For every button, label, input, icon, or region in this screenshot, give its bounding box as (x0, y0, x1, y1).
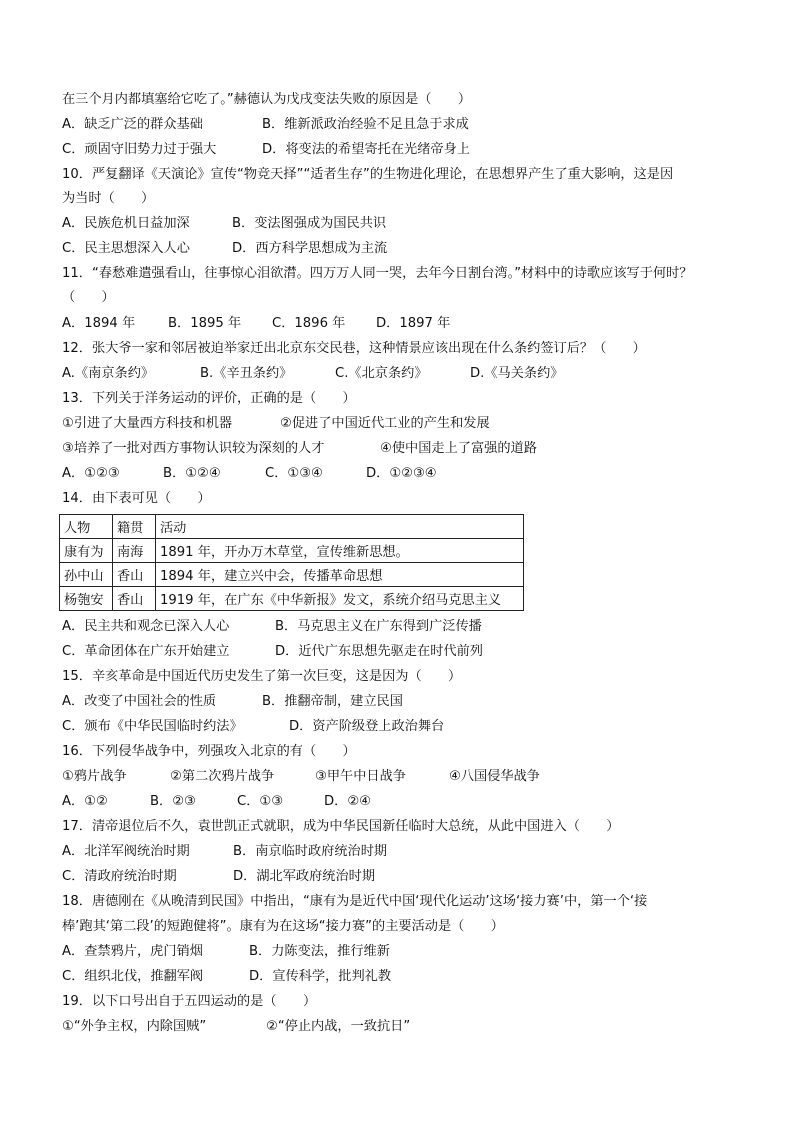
q14-option-d: D．近代广东思想先驱走在时代前列 (275, 644, 483, 659)
q18-option-b: B．力陈变法，推行维新 (249, 944, 390, 959)
table-row (60, 539, 524, 563)
q15-option-d: D．资产阶级登上政治舞台 (289, 719, 445, 734)
q13-statement-1: ①引进了大量西方科技和机器 (62, 416, 233, 431)
q18-option-d: D．宣传科学，批判礼教 (249, 969, 392, 984)
q11-option-c: C．1896 年 (272, 316, 346, 331)
q11-option-d: D．1897 年 (376, 316, 451, 331)
q12-option-a: A.《南京条约》 (62, 366, 155, 381)
q14-option-b: B．马克思主义在广东得到广泛传播 (275, 619, 482, 634)
table-header-cell: 人物 (60, 515, 113, 539)
q11-option-b: B．1895 年 (168, 316, 242, 331)
q10-option-a: A．民族危机日益加深 (62, 216, 190, 231)
q19-statement-2: ②“停止内战，一致抗日” (266, 1019, 411, 1034)
q16-option-b: B．②③ (150, 794, 196, 809)
q17-option-d: D．湖北军政府统治时期 (233, 869, 376, 884)
q17-option-b: B．南京临时政府统治时期 (233, 844, 388, 859)
q11-stem-line2: （ ） (62, 290, 115, 305)
table-cell: 香山 (113, 563, 156, 587)
q15-option-b: B．推翻帝制，建立民国 (262, 694, 403, 709)
q16-statement-2: ②第二次鸦片战争 (170, 769, 275, 784)
q10-stem-line2: 为当时（ ） (62, 191, 155, 206)
q17-stem: 17．清帝退位后不久，袁世凯正式就职，成为中华民国新任临时大总统，从此中国进入（ ） (62, 819, 620, 834)
table-cell: 1919 年，在广东《中华新报》发文，系统介绍马克思主义 (156, 587, 524, 611)
q18-option-c: C．组织北伐，推翻军阀 (62, 969, 204, 984)
q9-option-a: A．缺乏广泛的群众基础 (62, 117, 203, 132)
q16-option-a: A．①② (62, 794, 108, 809)
q16-statement-4: ④八国侵华战争 (449, 769, 540, 784)
table-cell: 孙中山 (60, 563, 113, 587)
q13-option-b: B．①②④ (163, 466, 221, 481)
q13-statement-4: ④使中国走上了富强的道路 (380, 441, 537, 456)
q14-stem: 14．由下表可见（ ） (62, 491, 211, 506)
q13-statement-2: ②促进了中国近代工业的产生和发展 (280, 416, 490, 431)
q12-stem: 12．张大爷一家和邻居被迫举家迁出北京东交民巷，这种情景应该出现在什么条约签订后？（ ） (62, 341, 646, 356)
q13-statement-3: ③培养了一批对西方事物认识较为深刻的人才 (62, 441, 325, 456)
table-cell: 香山 (113, 587, 156, 611)
q15-option-a: A．改变了中国社会的性质 (62, 694, 217, 709)
q19-statement-1: ①“外争主权，内除国贼” (62, 1019, 207, 1034)
q12-option-d: D.《马关条约》 (470, 366, 564, 381)
q10-option-c: C．民主思想深入人心 (62, 241, 190, 256)
q11-stem-line1: 11．“春愁难遣强看山，往事惊心泪欲潸。四万万人同一哭，去年今日割台湾。”材料中的诗歌应该写于何时？ (62, 266, 693, 281)
q16-statement-3: ③甲午中日战争 (315, 769, 406, 784)
table-header-row (60, 515, 524, 539)
q11-option-a: A．1894 年 (62, 316, 136, 331)
table-cell: 康有为 (60, 539, 113, 563)
q16-statement-1: ①鸦片战争 (62, 769, 127, 784)
q15-option-c: C．颁布《中华民国临时约法》 (62, 719, 243, 734)
q12-option-b: B.《辛丑条约》 (200, 366, 293, 381)
q16-stem: 16．下列侵华战争中，列强攻入北京的有（ ） (62, 744, 356, 759)
q9-option-c: C．顽固守旧势力过于强大 (62, 142, 217, 157)
table-cell: 1894 年，建立兴中会，传播革命思想 (156, 563, 524, 587)
q19-stem: 19．以下口号出自于五四运动的是（ ） (62, 994, 317, 1009)
q17-option-c: C．清政府统治时期 (62, 869, 177, 884)
q9-option-d: D．将变法的希望寄托在光绪帝身上 (262, 142, 470, 157)
q13-option-c: C．①③④ (265, 466, 323, 481)
q17-option-a: A．北洋军阀统治时期 (62, 844, 190, 859)
q13-stem: 13．下列关于洋务运动的评价，正确的是（ ） (62, 391, 356, 406)
q15-stem: 15．辛亥革命是中国近代历史发生了第一次巨变，这是因为（ ） (62, 669, 462, 684)
q14-table (59, 514, 524, 611)
q16-option-d: D．②④ (324, 794, 371, 809)
q18-option-a: A．查禁鸦片，虎门销烟 (62, 944, 203, 959)
table-header-cell: 籍贯 (113, 515, 156, 539)
q18-stem-line1: 18．唐德刚在《从晚清到民国》中指出，“康有为是近代中国‘现代化运动’这场‘接力赛’中，第一个‘接 (62, 894, 648, 909)
q13-option-d: D．①②③④ (366, 466, 437, 481)
q16-option-c: C．①③ (237, 794, 284, 809)
q12-option-c: C.《北京条约》 (335, 366, 428, 381)
q9-stem-tail: 在三个月内都填塞给它吃了。”赫德认为戊戌变法失败的原因是（ ） (62, 92, 472, 107)
table-row (60, 563, 524, 587)
table-cell: 南海 (113, 539, 156, 563)
table-cell: 杨匏安 (60, 587, 113, 611)
q10-option-b: B．变法图强成为国民共识 (232, 216, 387, 231)
table-header-cell: 活动 (156, 515, 524, 539)
q14-option-c: C．革命团体在广东开始建立 (62, 644, 230, 659)
q13-option-a: A．①②③ (62, 466, 120, 481)
q10-option-d: D．西方科学思想成为主流 (232, 241, 388, 256)
table-cell: 1891 年，开办万木草堂，宣传维新思想。 (156, 539, 524, 563)
q9-option-b: B．维新派政治经验不足且急于求成 (262, 117, 469, 132)
q14-option-a: A．民主共和观念已深入人心 (62, 619, 230, 634)
table-row (60, 587, 524, 611)
q10-stem-line1: 10．严复翻译《天演论》宣传“物竞天择”“适者生存”的生物进化理论，在思想界产生了重大影响，这是因 (62, 167, 674, 182)
q18-stem-line2: 棒’跑其‘第二段’的短跑健将”。康有为在这场“接力赛”的主要活动是（ ） (62, 919, 504, 934)
